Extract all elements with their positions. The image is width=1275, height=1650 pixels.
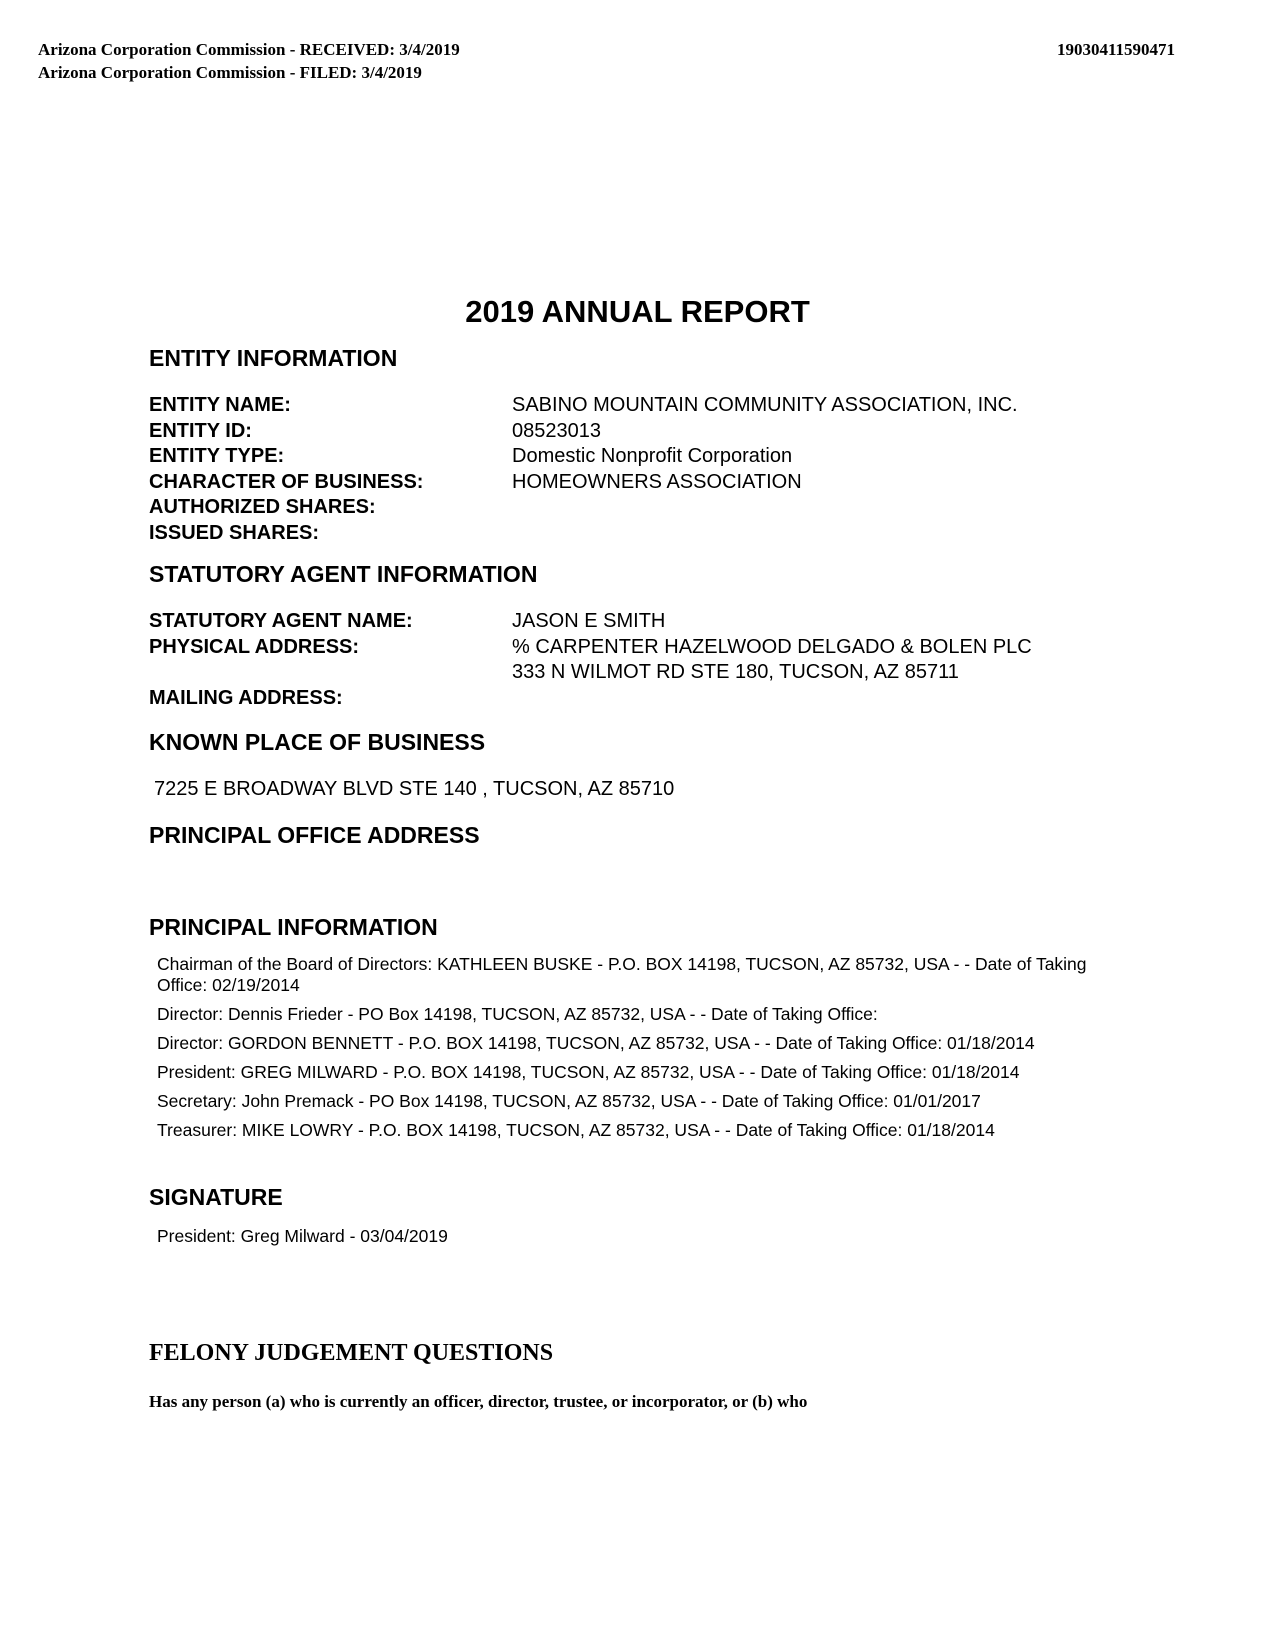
entity-name-label: ENTITY NAME: [149, 394, 291, 416]
mailing-address-label: MAILING ADDRESS: [149, 686, 343, 709]
mailing-address-row [149, 686, 1149, 712]
entity-name-row [149, 393, 1149, 419]
signature-heading: SIGNATURE [149, 1184, 283, 1210]
character-of-business-row [149, 470, 1149, 496]
felony-question: Has any person (a) who is currently an officer, director, trustee, or incorporator, or (b) who [149, 1392, 808, 1411]
principal-entry-treasurer: Treasurer: MIKE LOWRY - P.O. BOX 14198, TUCSON, AZ 85732, USA - - Date of Taking Office: 01/18/2014 [157, 1120, 995, 1140]
physical-address-row-2 [149, 660, 1149, 686]
received-stamp: Arizona Corporation Commission - RECEIVED: 3/4/2019 [38, 40, 460, 59]
principal-info-heading: PRINCIPAL INFORMATION [149, 914, 438, 940]
principal-entry-chairman: Chairman of the Board of Directors: KATHLEEN BUSKE - P.O. BOX 14198, TUCSON, AZ 85732, USA - - Date of Taking Office: 02/19/2014 [157, 954, 1087, 995]
entity-type-value: Domestic Nonprofit Corporation [512, 445, 793, 467]
filed-stamp: Arizona Corporation Commission - FILED: 3/4/2019 [38, 63, 422, 82]
authorized-shares-label: AUTHORIZED SHARES: [149, 496, 376, 518]
physical-address-row [149, 635, 1149, 661]
physical-address-line1: % CARPENTER HAZELWOOD DELGADO & BOLEN PLC [512, 635, 1032, 658]
issued-shares-value [512, 521, 1149, 547]
mailing-address-value [512, 686, 1149, 712]
issued-shares-label: ISSUED SHARES: [149, 521, 320, 544]
principal-info-list [157, 954, 1107, 1149]
known-place-heading: KNOWN PLACE OF BUSINESS [149, 729, 486, 755]
agent-name-value: JASON E SMITH [512, 610, 666, 632]
agent-name-row [149, 609, 1149, 635]
entity-info-table [149, 393, 1149, 546]
character-of-business-label: CHARACTER OF BUSINESS: [149, 470, 424, 493]
principal-entry-director-frieder: Director: Dennis Frieder - PO Box 14198, TUCSON, AZ 85732, USA - - Date of Taking Office: [157, 1004, 878, 1024]
statutory-agent-heading: STATUTORY AGENT INFORMATION [149, 561, 538, 587]
physical-address-line2: 333 N WILMOT RD STE 180, TUCSON, AZ 85711 [512, 661, 959, 683]
character-of-business-value: HOMEOWNERS ASSOCIATION [512, 470, 802, 493]
physical-address-label: PHYSICAL ADDRESS: [149, 635, 360, 658]
entity-id-label: ENTITY ID: [149, 419, 252, 442]
entity-id-value: 08523013 [512, 419, 601, 442]
statutory-agent-table [149, 609, 1149, 711]
issued-shares-row [149, 521, 1149, 547]
known-place-address: 7225 E BROADWAY BLVD STE 140 , TUCSON, AZ 85710 [154, 778, 675, 800]
agent-name-label: STATUTORY AGENT NAME: [149, 610, 413, 632]
entity-id-row [149, 419, 1149, 445]
principal-entry-secretary: Secretary: John Premack - PO Box 14198, TUCSON, AZ 85732, USA - - Date of Taking Office: 01/01/2017 [157, 1091, 981, 1111]
authorized-shares-row [149, 495, 1149, 521]
page-title: 2019 ANNUAL REPORT [465, 294, 810, 329]
entity-type-label: ENTITY TYPE: [149, 445, 285, 467]
entity-name-value: SABINO MOUNTAIN COMMUNITY ASSOCIATION, INC. [512, 394, 1018, 416]
filing-stamp [38, 38, 460, 84]
entity-info-heading: ENTITY INFORMATION [149, 345, 398, 371]
principal-entry-president: President: GREG MILWARD - P.O. BOX 14198, TUCSON, AZ 85732, USA - - Date of Taking Office: 01/18/2014 [157, 1062, 1020, 1082]
principal-office-heading: PRINCIPAL OFFICE ADDRESS [149, 822, 480, 848]
document-number: 19030411590471 [1056, 40, 1175, 59]
entity-type-row [149, 444, 1149, 470]
signature-text: President: Greg Milward - 03/04/2019 [157, 1226, 448, 1246]
authorized-shares-value [512, 495, 1149, 521]
principal-entry-director-bennett: Director: GORDON BENNETT - P.O. BOX 14198, TUCSON, AZ 85732, USA - - Date of Taking Office: 01/18/2014 [157, 1033, 1035, 1053]
felony-heading: FELONY JUDGEMENT QUESTIONS [149, 1340, 554, 1366]
